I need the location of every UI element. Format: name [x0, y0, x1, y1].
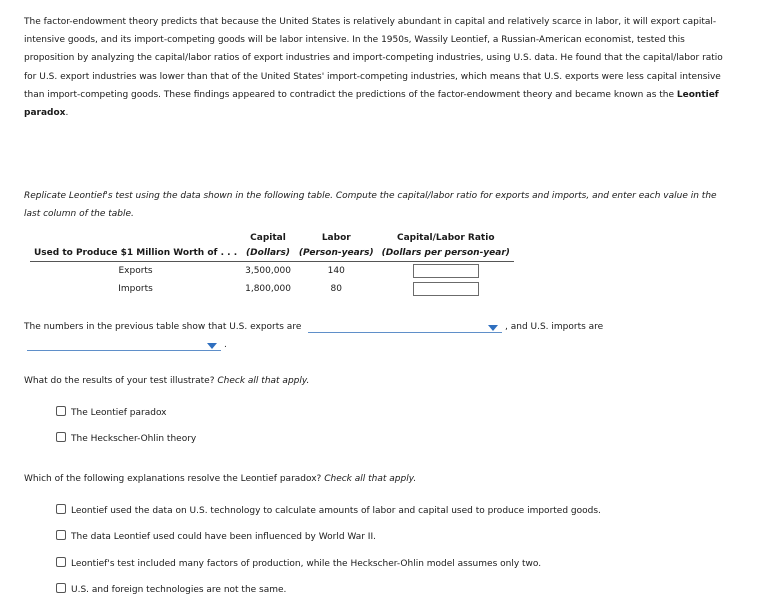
question2	[24, 472, 416, 486]
imports-ratio-input[interactable]	[413, 282, 479, 296]
checkbox[interactable]	[56, 406, 66, 416]
question2-prompt: Which of the following explanations resolve the Leontief paradox?	[24, 474, 322, 484]
intro-text: The factor-endowment theory predicts that because the United States is relatively abundant in capital and relatively scarce in labor, it will export capital-intensive goods, and its import-competing goods will be labor intensive. In the 1950s, Wassily Leontief, a Russian-American economist, tested this proposition by analyzing the capital/labor ratios of export industries and import-competing industries, using U.S. data. He found that the capital/labor ratio for U.S. export industries was lower than that of the United States' import-competing industries, which means that U.S. exports were less capital intensive than import-competing goods. These findings appeared to contradict the predictions of the factor-endowment theory and became known as the	[24, 17, 723, 100]
q2-option-many-factors[interactable]	[56, 557, 541, 570]
row-label-exports: Exports	[118, 266, 153, 276]
intro-end: .	[65, 108, 69, 119]
option-label: The Heckscher-Ohlin theory	[71, 434, 197, 444]
q1-option-leontief[interactable]	[56, 406, 167, 419]
table-corner	[30, 231, 241, 246]
col-labor-title: Labor	[321, 233, 351, 243]
imports-capital: 1,800,000	[245, 284, 291, 294]
q2-option-technologies-differ[interactable]	[56, 583, 286, 596]
q2-option-technology-data[interactable]	[56, 504, 601, 517]
intro-paragraph	[24, 13, 724, 122]
col-labor-unit: (Person-years)	[295, 246, 378, 262]
table-row	[30, 262, 514, 281]
checkbox[interactable]	[56, 583, 66, 593]
question1-prompt: What do the results of your test illustrate?	[24, 376, 215, 386]
row-label-imports: Imports	[118, 284, 153, 294]
checkbox[interactable]	[56, 432, 66, 442]
option-label: U.S. and foreign technologies are not the same.	[71, 585, 287, 595]
option-label: The Leontief paradox	[71, 408, 167, 418]
sentence-end: .	[224, 340, 227, 350]
q1-option-heckscher-ohlin[interactable]	[56, 432, 196, 445]
chevron-down-icon	[207, 343, 217, 349]
leontief-paradox-term: Leontief paradox	[24, 89, 719, 119]
checkbox[interactable]	[56, 530, 66, 540]
question2-hint: Check all that apply.	[324, 474, 417, 484]
sentence-part2: , and U.S. imports are	[505, 322, 604, 332]
question1-hint: Check all that apply.	[217, 376, 310, 386]
col-capital-title: Capital	[250, 233, 286, 243]
option-label: Leontief used the data on U.S. technology to calculate amounts of labor and capital used to produce imported goods.	[71, 506, 601, 516]
exports-labor: 140	[327, 266, 345, 276]
instructions: Replicate Leontief's test using the data shown in the following table. Compute the capital/labor ratio for exports and imports, and enter each value in the last column of the table.	[24, 191, 717, 220]
table-row	[30, 280, 514, 298]
q2-option-world-war[interactable]	[56, 530, 376, 543]
exports-capital: 3,500,000	[245, 266, 291, 276]
checkbox[interactable]	[56, 557, 66, 567]
col-capital-unit: (Dollars)	[241, 246, 295, 262]
question1	[24, 374, 309, 388]
option-label: The data Leontief used could have been influenced by World War II.	[71, 532, 376, 542]
imports-labor: 80	[330, 284, 342, 294]
col-ratio-title: Capital/Labor Ratio	[396, 233, 495, 243]
checkbox[interactable]	[56, 504, 66, 514]
exports-dropdown[interactable]	[308, 320, 502, 333]
exports-ratio-input[interactable]	[413, 264, 479, 278]
chevron-down-icon	[488, 325, 498, 331]
option-label: Leontief's test included many factors of production, while the Heckscher-Ohlin model assumes only two.	[71, 559, 542, 569]
imports-dropdown[interactable]	[27, 338, 221, 351]
capital-labor-table	[30, 231, 514, 298]
col-ratio-unit: (Dollars per person-year)	[378, 246, 514, 262]
row-header: Used to Produce $1 Million Worth of . . .	[30, 246, 241, 262]
sentence-part1: The numbers in the previous table show that U.S. exports are	[24, 322, 302, 332]
